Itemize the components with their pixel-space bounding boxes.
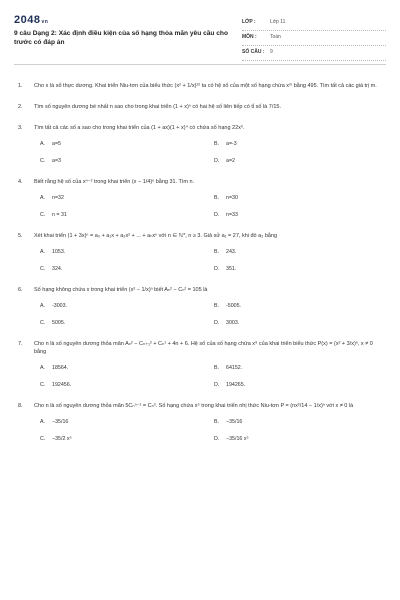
question-5 [14, 232, 386, 273]
option-d[interactable] [214, 381, 388, 389]
meta-row-subject [242, 31, 386, 46]
question-3 [14, 124, 386, 165]
option-letter: D. [214, 382, 220, 388]
answer-options [40, 364, 386, 389]
meta-value: 9 [270, 49, 273, 55]
answer-options [40, 140, 386, 165]
option-letter: A. [40, 195, 46, 201]
option-a[interactable] [40, 248, 214, 256]
option-letter: A. [40, 419, 46, 425]
option-value: 192456. [52, 382, 72, 388]
option-letter: A. [40, 303, 46, 309]
option-value: n = 31 [52, 212, 67, 218]
option-d[interactable] [214, 435, 388, 443]
option-letter: D. [214, 212, 220, 218]
answer-options [40, 302, 386, 327]
option-letter: B. [214, 303, 220, 309]
option-c[interactable] [40, 319, 214, 327]
question-number: 1. [18, 83, 23, 89]
option-value: n=30 [226, 195, 238, 201]
option-letter: C. [40, 266, 46, 272]
option-value: 18564. [52, 365, 69, 371]
option-letter: D. [214, 266, 220, 272]
option-value: −35/2 x⁵ [52, 436, 72, 442]
meta-value: Lớp 11 [270, 19, 286, 25]
question-2 [14, 103, 386, 111]
option-letter: C. [40, 382, 46, 388]
document-title: 9 câu Dạng 2: Xác định điều kiện của số hạng thỏa mãn yêu cầu cho trước có đáp án [14, 30, 228, 46]
option-value: n=32 [52, 195, 64, 201]
answer-options [40, 194, 386, 219]
option-c[interactable] [40, 265, 214, 273]
question-text: Cho n là số nguyên dương thỏa mãn Aₙ² − Cₙ₊₁² + Cₙ¹ + 4n + 6. Hệ số của số hạng chứa x⁹ của khai triển biểu thức P(x) = (x² + 3/x)ⁿ, x ≠ 0 bằng [34, 341, 373, 355]
option-value: 3003. [226, 320, 240, 326]
question-4 [14, 178, 386, 219]
option-letter: A. [40, 249, 46, 255]
question-1 [14, 82, 386, 90]
option-value: −35/16 [52, 419, 69, 425]
option-b[interactable] [214, 364, 388, 372]
meta-box [242, 16, 386, 61]
question-number: 6. [18, 287, 23, 293]
option-letter: C. [40, 320, 46, 326]
option-b[interactable] [214, 140, 388, 148]
option-letter: B. [214, 249, 220, 255]
question-list [14, 82, 386, 443]
option-a[interactable] [40, 364, 214, 372]
option-b[interactable] [214, 194, 388, 202]
option-value: 351. [226, 266, 237, 272]
question-number: 5. [18, 233, 23, 239]
meta-row-count [242, 46, 386, 61]
option-c[interactable] [40, 435, 214, 443]
option-value: a=-3 [226, 141, 237, 147]
option-b[interactable] [214, 418, 388, 426]
option-value: n=33 [226, 212, 238, 218]
question-number: 4. [18, 179, 23, 185]
meta-value: Toán [270, 34, 281, 40]
option-value: 194265. [226, 382, 246, 388]
option-letter: C. [40, 158, 46, 164]
meta-label: SỐ CÂU : [242, 49, 265, 55]
option-letter: C. [40, 212, 46, 218]
question-number: 2. [18, 104, 23, 110]
option-b[interactable] [214, 302, 388, 310]
option-value: a=5 [52, 141, 61, 147]
question-number: 3. [18, 125, 23, 131]
option-c[interactable] [40, 211, 214, 219]
question-7 [14, 340, 386, 389]
option-letter: D. [214, 158, 220, 164]
option-value: a=3 [52, 158, 61, 164]
option-letter: C. [40, 436, 46, 442]
question-text: Xét khai triển (1 + 3x)ⁿ = a₀ + a₁x + a₂x² + ... + aₙxⁿ với n ∈ ℕ*, n ≥ 3. Giả sử a₁ = 27, khi đó a₂ bằng [34, 233, 278, 239]
question-text: Cho x là số thực dương. Khai triển Niu-tơn của biểu thức (x² + 1/x)¹² ta có hệ số của một số hạng chứa xᵐ bằng 495. Tìm tất cả các giá trị m. [34, 83, 377, 89]
option-letter: A. [40, 141, 46, 147]
question-6 [14, 286, 386, 327]
option-value: 243. [226, 249, 237, 255]
answer-options [40, 248, 386, 273]
option-d[interactable] [214, 319, 388, 327]
option-c[interactable] [40, 381, 214, 389]
option-d[interactable] [214, 265, 388, 273]
option-letter: B. [214, 141, 220, 147]
option-c[interactable] [40, 157, 214, 165]
question-number: 7. [18, 341, 23, 347]
question-text: Biết rằng hệ số của xⁿ⁻² trong khai triển (x − 1/4)ⁿ bằng 31. Tìm n. [34, 179, 195, 185]
option-d[interactable] [214, 157, 388, 165]
option-value: 5005. [52, 320, 66, 326]
option-letter: D. [214, 436, 220, 442]
option-value: 324. [52, 266, 63, 272]
option-letter: B. [214, 365, 220, 371]
option-a[interactable] [40, 194, 214, 202]
option-value: 1053. [52, 249, 66, 255]
option-d[interactable] [214, 211, 388, 219]
page-header [14, 14, 386, 58]
question-text: Số hạng không chứa x trong khai triển (x² − 1/x)ⁿ biết Aₙ² − Cₙ² = 105 là [34, 287, 208, 293]
answer-options [40, 418, 386, 443]
option-letter: A. [40, 365, 46, 371]
option-letter: B. [214, 195, 220, 201]
option-value: −35/16 x⁵ [226, 436, 249, 442]
option-letter: D. [214, 320, 220, 326]
option-a[interactable] [40, 302, 214, 310]
question-number: 8. [18, 403, 23, 409]
meta-label: LỚP : [242, 19, 256, 25]
option-a[interactable] [40, 418, 214, 426]
question-text: Cho n là số nguyên dương thỏa mãn 5Cₙⁿ⁻¹ = Cₙ³. Số hạng chứa x⁵ trong khai triển nhị thức Niu-tơn P = (nx²/14 − 1/x)ⁿ với x ≠ 0 là [34, 403, 354, 409]
site-logo[interactable] [14, 14, 48, 26]
meta-row-class [242, 16, 386, 31]
logo-text: 2048 [14, 14, 41, 26]
option-value: -3003. [52, 303, 68, 309]
header-divider [14, 64, 386, 65]
option-letter: B. [214, 419, 220, 425]
option-a[interactable] [40, 140, 214, 148]
option-value: −35/16 [226, 419, 243, 425]
option-value: 64152. [226, 365, 243, 371]
option-value: -5005. [226, 303, 242, 309]
option-value: a=2 [226, 158, 235, 164]
question-8 [14, 402, 386, 443]
option-b[interactable] [214, 248, 388, 256]
question-text: Tìm số nguyên dương bé nhất n sao cho trong khai triển (1 + x)ⁿ có hai hệ số liên tiếp có tỉ số là 7/15. [34, 104, 282, 110]
logo-suffix: vn [41, 19, 49, 25]
meta-label: MÔN : [242, 34, 257, 40]
question-text: Tìm tất cả các số a sao cho trong khai triển của (1 + ax)(1 + x)⁴ có chứa số hạng 22x³. [34, 125, 245, 131]
